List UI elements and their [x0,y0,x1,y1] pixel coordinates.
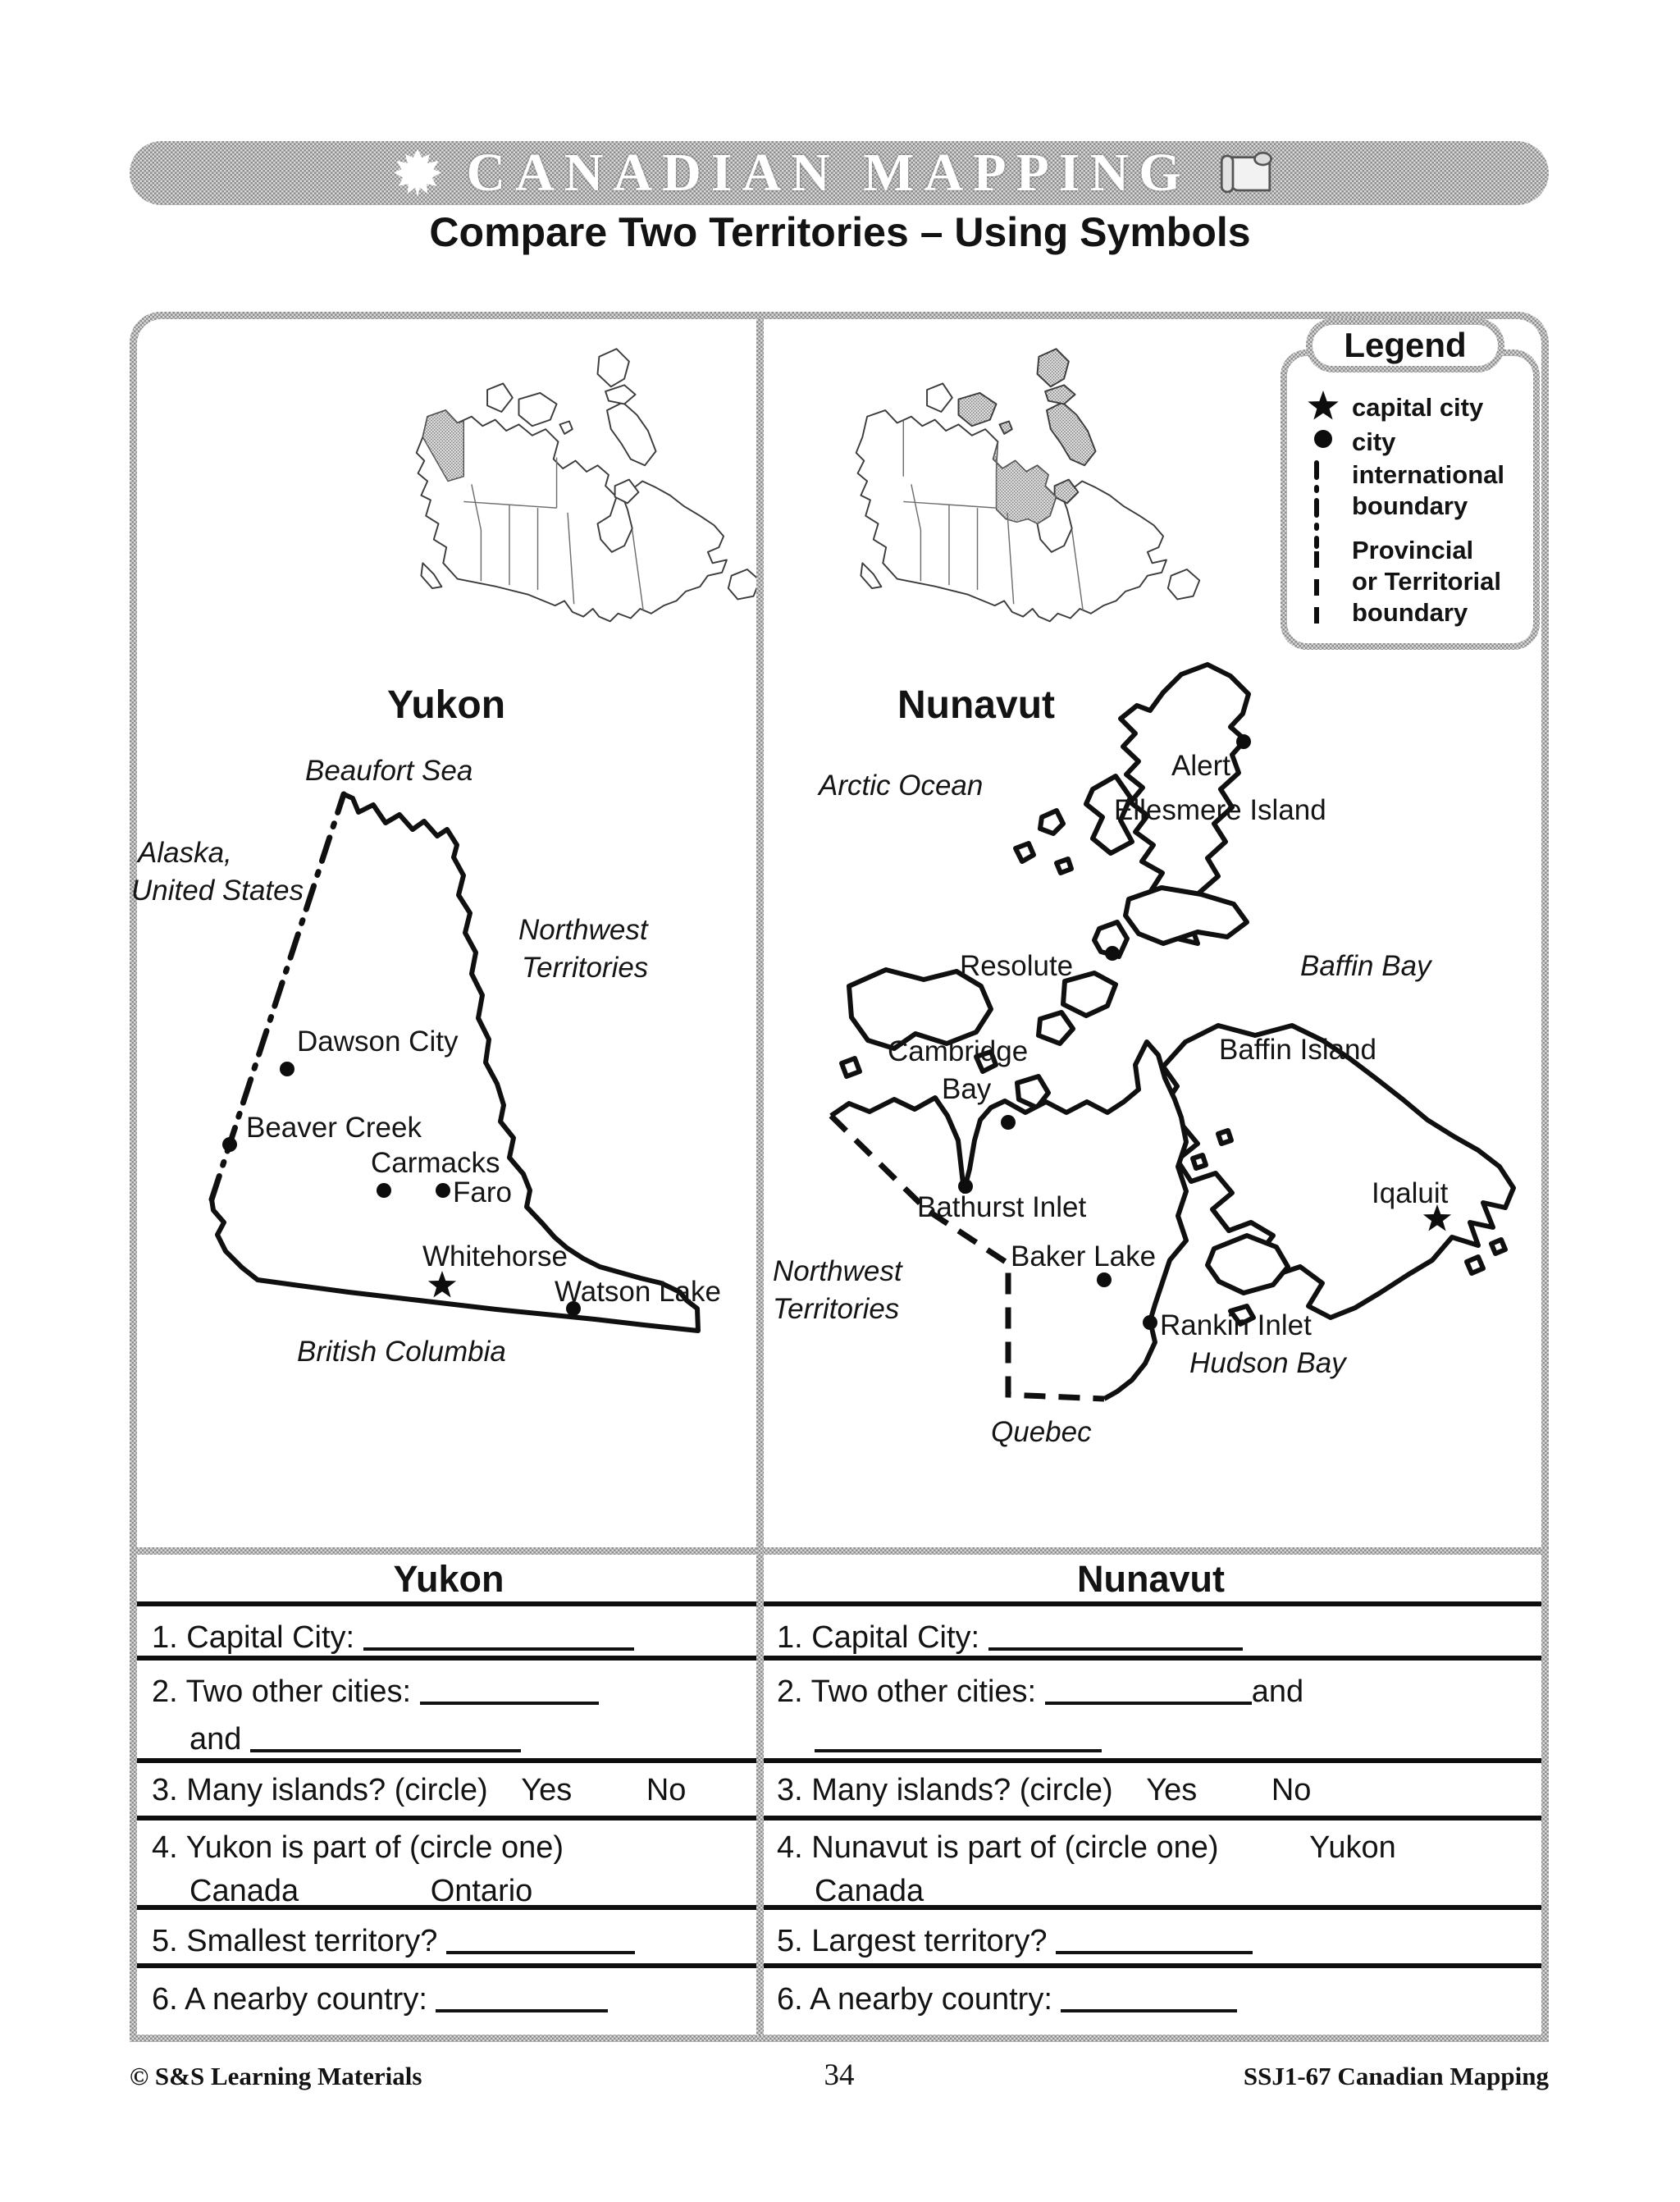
table-row-cities [137,1661,1541,1763]
partof-label-yukon: 4. Yukon is part of (circle one) [152,1830,564,1865]
header-banner [130,141,1549,205]
scroll-map-icon [1216,147,1285,199]
smallest-blank[interactable] [446,1920,635,1954]
partof-yukon-option-ontario[interactable]: Ontario [430,1874,533,1908]
nearby-blank-nunavut[interactable] [1061,1978,1237,2012]
faro-label: Faro [453,1176,512,1208]
cities-blank2-nunavut[interactable] [815,1718,1102,1752]
table-header-yukon: Yukon [393,1558,504,1600]
beaufort-sea-label: Beaufort Sea [305,755,473,787]
islands-no-nunavut[interactable]: No [1271,1773,1312,1807]
footer-page-number: 34 [824,2058,855,2092]
city-dot-icon [1311,427,1335,451]
maple-leaf-icon [394,149,441,197]
page-footer [130,2058,1549,2093]
nwt-label-line1-nunavut: Northwest [773,1255,902,1287]
legend-provincial-line2: or Territorial [1352,567,1502,596]
alaska-label-line1: Alaska, [138,837,232,869]
bathurst-inlet-label: Bathurst Inlet [917,1191,1087,1223]
cities-blank1-nunavut[interactable] [1045,1670,1252,1705]
nwt-label-line2-nunavut: Territories [773,1293,900,1325]
capital-blank-nunavut[interactable] [988,1616,1243,1651]
capital-label-nunavut: 1. Capital City: [777,1620,980,1655]
legend-title: Legend [1312,325,1498,366]
comparison-table [130,1547,1549,2042]
whitehorse-label: Whitehorse [422,1240,568,1272]
legend-capital-city-label: capital city [1352,393,1484,422]
largest-label: 5. Largest territory? [777,1924,1048,1958]
cities-and-nunavut: and [1251,1674,1304,1709]
table-row-islands [137,1763,1541,1821]
rankin-inlet-label: Rankin Inlet [1160,1309,1312,1341]
largest-blank[interactable] [1056,1920,1253,1954]
partof-nunavut-option-yukon[interactable]: Yukon [1309,1830,1396,1865]
partof-nunavut-option-canada[interactable]: Canada [815,1874,924,1908]
british-columbia-label: British Columbia [297,1336,506,1368]
footer-code: SSJ1-67 Canadian Mapping [1243,2062,1549,2090]
legend-provincial-line1: Provincial [1352,536,1474,564]
footer-copyright: © S&S Learning Materials [130,2062,422,2090]
dawson-city-label: Dawson City [297,1026,459,1058]
cities-blank2-yukon[interactable] [250,1718,521,1752]
cambridge-bay-label-line1: Cambridge [888,1035,1029,1067]
table-header-nunavut: Nunavut [1077,1558,1225,1600]
baker-lake-label: Baker Lake [1011,1240,1157,1272]
provincial-boundary-icon [1311,548,1322,630]
nwt-label-line1-yukon: Northwest [518,914,648,946]
alert-label: Alert [1171,750,1230,782]
islands-label-nunavut: 3. Many islands? (circle) [777,1773,1113,1807]
table-row-capital [137,1606,1541,1661]
table-row-size [137,1910,1541,1968]
smallest-label: 5. Smallest territory? [152,1924,438,1958]
legend-title-tab [1306,318,1504,372]
banner-title: CANADIAN MAPPING [466,143,1191,203]
legend-provincial-line3: boundary [1352,598,1468,627]
iqaluit-label: Iqaluit [1372,1177,1449,1209]
islands-label-yukon: 3. Many islands? (circle) [152,1773,488,1807]
arctic-ocean-label: Arctic Ocean [819,770,984,802]
quebec-label: Quebec [991,1416,1092,1448]
cambridge-bay-label-line2: Bay [942,1073,992,1105]
table-row-nearby [137,1968,1541,2035]
beaver-creek-label: Beaver Creek [246,1112,422,1144]
canada-locator-map-yukon [371,340,765,642]
nearby-label-nunavut: 6. A nearby country: [777,1982,1052,2017]
watson-lake-label: Watson Lake [555,1276,721,1308]
cities-label-yukon: 2. Two other cities: [152,1674,412,1709]
table-header-row [137,1555,1541,1606]
partof-yukon-option-canada[interactable]: Canada [189,1874,299,1908]
cities-label-nunavut: 2. Two other cities: [777,1674,1037,1709]
yukon-map-heading: Yukon [386,683,506,727]
legend-city-label: city [1352,427,1396,456]
partof-label-nunavut: 4. Nunavut is part of (circle one) [777,1830,1219,1865]
canada-locator-map-nunavut [810,340,1204,642]
carmacks-label: Carmacks [371,1147,500,1179]
alaska-label-line2: United States [131,875,304,907]
page-title: Compare Two Territories – Using Symbols [429,209,1251,255]
international-boundary-icon [1311,459,1322,550]
baffin-island-label: Baffin Island [1219,1034,1376,1066]
legend-international-line2: boundary [1352,491,1468,520]
baffin-bay-label: Baffin Bay [1300,950,1431,982]
capital-blank-yukon[interactable] [363,1616,634,1651]
column-divider [756,319,764,2035]
nunavut-map-heading: Nunavut [897,683,1055,727]
islands-yes-yukon[interactable]: Yes [521,1773,573,1807]
table-row-partof [137,1821,1541,1910]
nwt-label-line2-yukon: Territories [522,952,649,984]
islands-no-yukon[interactable]: No [646,1773,687,1807]
cities-and-yukon: and [189,1722,242,1757]
islands-yes-nunavut[interactable]: Yes [1146,1773,1198,1807]
nearby-label-yukon: 6. A nearby country: [152,1982,427,2017]
resolute-label: Resolute [960,950,1074,982]
legend-international-line1: international [1352,460,1505,489]
capital-label-yukon: 1. Capital City: [152,1620,355,1655]
cities-blank1-yukon[interactable] [420,1670,599,1705]
ellesmere-island-label: Ellesmere Island [1114,794,1326,826]
capital-city-star-icon [1307,389,1340,422]
hudson-bay-label: Hudson Bay [1189,1347,1346,1379]
nearby-blank-yukon[interactable] [436,1978,608,2012]
